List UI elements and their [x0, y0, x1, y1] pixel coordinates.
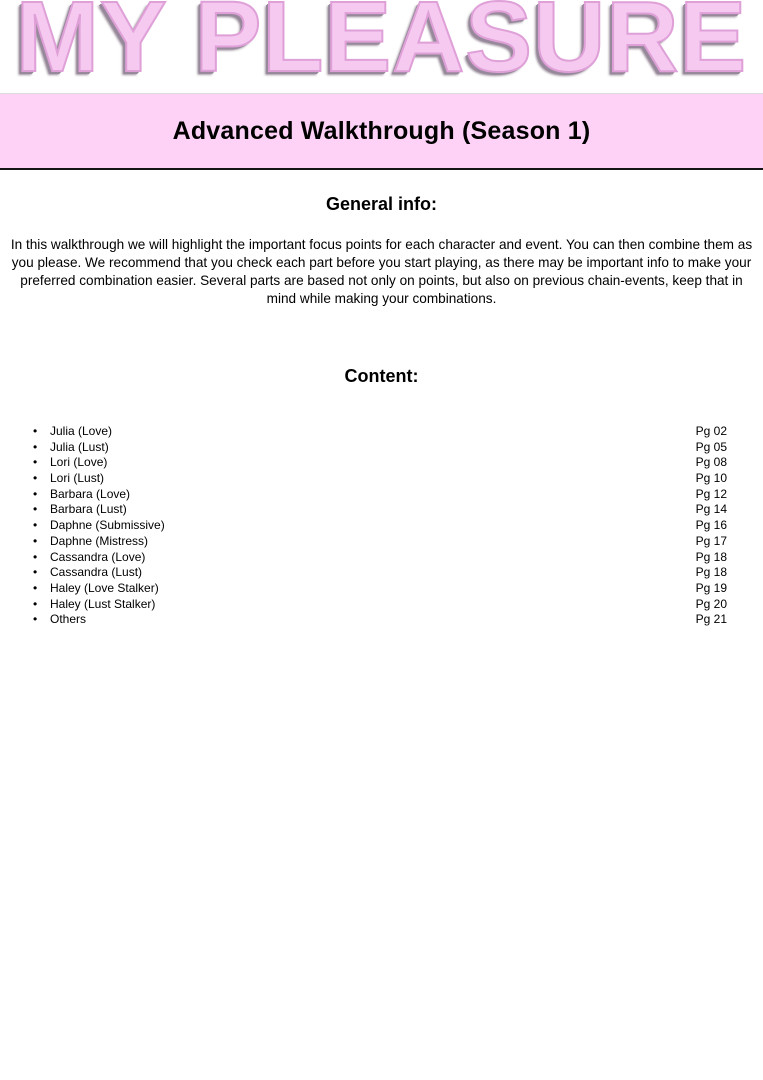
bullet-icon: •: [33, 612, 38, 627]
toc-item-page: Pg 17: [695, 533, 727, 548]
toc-row: [33, 518, 727, 534]
bullet-icon: •: [33, 596, 38, 611]
toc-item-page: Pg 12: [695, 486, 727, 501]
toc-item-label: Haley (Love Stalker): [50, 580, 159, 595]
toc-item-page: Pg 21: [695, 612, 727, 627]
bullet-icon: •: [33, 486, 38, 501]
toc-item-page: Pg 05: [695, 439, 727, 454]
toc-item-label: Lori (Lust): [50, 471, 105, 486]
toc-item-page: Pg 16: [695, 518, 727, 533]
toc-item-label: Julia (Lust): [50, 439, 109, 454]
toc-row: [33, 534, 727, 550]
bullet-icon: •: [33, 502, 38, 517]
logo-header: [0, 0, 763, 80]
toc-item-label: Lori (Love): [50, 455, 108, 470]
toc-item-label: Barbara (Love): [50, 486, 131, 501]
content-heading: Content:: [344, 366, 419, 386]
bullet-icon: •: [33, 518, 38, 533]
toc-row: [33, 424, 727, 440]
toc-item-label: Barbara (Lust): [50, 502, 127, 517]
toc-item-page: Pg 19: [695, 580, 727, 595]
bullet-icon: •: [33, 471, 38, 486]
toc-item-label: Cassandra (Love): [50, 549, 146, 564]
header-spacer: [0, 80, 763, 93]
bullet-icon: •: [33, 533, 38, 548]
toc-row: [33, 612, 727, 628]
game-logo: MY PLEASURE: [15, 0, 748, 80]
bullet-icon: •: [33, 455, 38, 470]
bullet-icon: •: [33, 439, 38, 454]
toc-item-label: Daphne (Mistress): [50, 533, 149, 548]
toc-row: [33, 471, 727, 487]
toc-row: [33, 440, 727, 456]
toc-row: [33, 597, 727, 613]
toc-item-label: Julia (Love): [50, 424, 113, 438]
toc-row: [33, 581, 727, 597]
general-info-paragraph: In this walkthrough we will highlight the important focus points for each character and event. You can then combine them as you please. We recommend that you check each part before you start playing, as there may be important info to make your preferred combination easier. Several parts are based not only on points, but also on previous chain-events, keep that in mind while making your combinations.: [10, 237, 753, 306]
toc-item-page: Pg 02: [695, 424, 727, 438]
bullet-icon: •: [33, 580, 38, 595]
toc-row: [33, 455, 727, 471]
content-list: [0, 424, 763, 628]
toc-item-page: Pg 18: [695, 549, 727, 564]
toc-item-label: Cassandra (Lust): [50, 565, 143, 580]
toc-row: [33, 565, 727, 581]
toc-row: [33, 502, 727, 518]
toc-item-page: Pg 08: [695, 455, 727, 470]
toc-item-page: Pg 10: [695, 471, 727, 486]
bullet-icon: •: [33, 549, 38, 564]
toc-row: [33, 487, 727, 503]
toc-item-label: Haley (Lust Stalker): [50, 596, 156, 611]
toc-item-label: Daphne (Submissive): [50, 518, 165, 533]
bullet-icon: •: [33, 424, 38, 438]
bullet-icon: •: [33, 565, 38, 580]
toc-item-page: Pg 18: [695, 565, 727, 580]
toc-row: [33, 550, 727, 566]
title-banner: [0, 93, 763, 170]
toc-item-page: Pg 14: [695, 502, 727, 517]
general-info-heading: General info:: [325, 194, 437, 214]
toc-item-page: Pg 20: [695, 596, 727, 611]
walkthrough-title: Advanced Walkthrough (Season 1): [172, 116, 591, 145]
toc-item-label: Others: [50, 612, 87, 627]
